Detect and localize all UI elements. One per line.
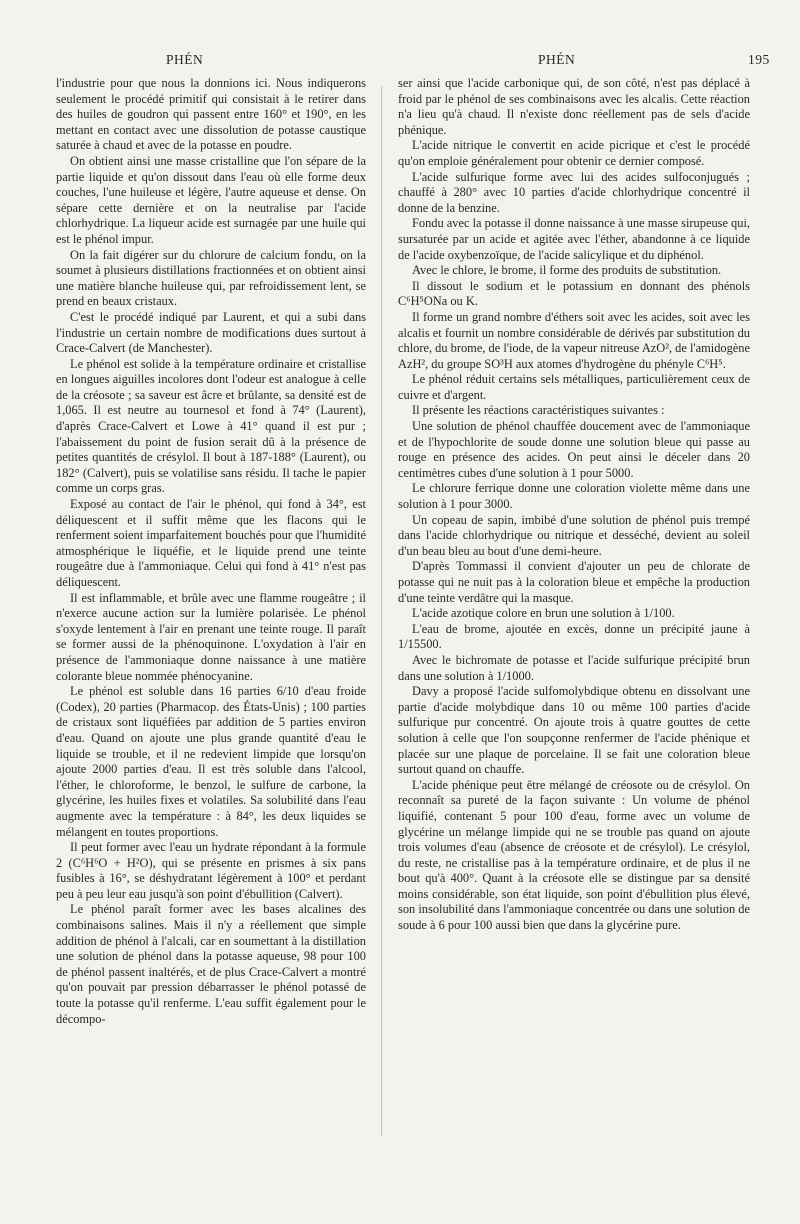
paragraph: L'acide phénique peut être mélangé de créosote ou de crésylol. On reconnaît sa pureté de la façon suivante : Un volume de phénol liquifié, contenant 5 pour 100 d'eau, forme avec un volume de glycérine un mélange limpide qui ne se trouble pas quand on ajoute trois volumes d'eau (absence de créosote et de crésylol). Le crésylol, du reste, ne cristallise pas à la température ordinaire, et de plus il ne bout qu'à 400°. Quant à la créosote elle se distingue par sa densité moins considérable, son état liquide, son point d'ébullition plus élevé, son insolubilité dans l'ammoniaque concentrée ou dans une solution de soude à 6 pour 100 aussi bien que dans la glycérine pure. [398,777,750,933]
paragraph: On la fait digérer sur du chlorure de calcium fondu, on la soumet à plusieurs distillations fractionnées et on obtient ainsi une matière blanche huileuse qui, par refroidissement lent, se prend en beaux cristaux. [56,247,366,309]
paragraph: Le phénol est solide à la température ordinaire et cristallise en longues aiguilles incolores dont l'odeur est analogue à celle de la créosote ; sa saveur est âcre et brûlante, sa densité est de 1,065. Il est neutre au tournesol et fond à 74° (Laurent), d'après Crace-Calvert et Lowe à 41° quand il est pur ; l'abaissement du point de fusion serait dû à la présence de petites quantités de crésylol. Il bout à 187-188° (Laurent), ou 182° (Calvert), puis se volatilise sans résidu. Il tache le papier comme un corps gras. [56,356,366,496]
paragraph: Fondu avec la potasse il donne naissance à une masse sirupeuse qui, sursaturée par un acide et agitée avec l'éther, abandonne à ce liquide de l'acide oxybenzoïque, de l'acide salicylique et du diphénol. [398,216,750,262]
paragraph: Il forme un grand nombre d'éthers soit avec les acides, soit avec les alcalis et fournit un nombre considérable de dérivés par substitution du chlore, du brome, de l'iode, de la vapeur nitreuse AzO², de l'amidogène AzH², du groupe SO³H aux atomes d'hydrogène du phényle C⁶H⁵. [398,309,750,371]
paragraph: Exposé au contact de l'air le phénol, qui fond à 34°, est déliquescent et il suffit même que les flacons qui le renferment soient imparfaitement bouchés pour que l'humidité atmosphérique le liquéfie, et le liquide prend une teinte rougeâtre due à l'ammoniaque. Celui qui fond à 41° n'est pas déliquescent. [56,497,366,589]
right-column [398,76,750,934]
paragraph: Une solution de phénol chauffée doucement avec de l'ammoniaque et de l'hypochlorite de soude donne une solution bleue qui passe au rouge en présence des acides. On peut ainsi le déceler dans 20 centimètres cubes d'une solution à 1 pour 5000. [398,419,750,480]
paragraph: l'industrie pour que nous la donnions ici. Nous indiquerons seulement le procédé primitif qui consistait à le retirer dans des huiles de goudron qui passent entre 160° et 190°, en les mettant en contact avec une dissolution de potasse caustique saturée à chaud et avec de la potasse en poudre. [56,76,366,153]
paragraph: L'eau de brome, ajoutée en excès, donne un précipité jaune à 1/15500. [398,621,750,652]
paragraph: Il peut former avec l'eau un hydrate répondant à la formule 2 (C⁶H⁶O + H²O), qui se présente en prismes à six pans fusibles à 16°, se déshydratant légèrement à 100° et perdant peu à peu leur eau jusqu'à son point d'ébullition (Calvert). [56,840,366,901]
paragraph: Le phénol paraît former avec les bases alcalines des combinaisons salines. Mais il n'y a réellement que simple addition de phénol à l'alcali, car en soumettant à la distillation une solution de phénol dans la potasse aqueuse, 98 pour 100 de phénol passent inaltérés, et de plus Crace-Calvert a montré qu'on pouvait par pression débarrasser le phénol potassé de toute la potasse qu'il renferme. L'eau suffit également pour le décompo- [56,902,366,1026]
paragraph: Il est inflammable, et brûle avec une flamme rougeâtre ; il n'exerce aucune action sur la lumière polarisée. Le phénol s'oxyde lentement à l'air en prenant une teinte rouge. Il paraît se former aussi de la phénoquinone. L'oxydation à l'air en présence de l'ammoniaque donne naissance à une matière colorante bleue nommée phénocyanine. [56,590,366,683]
paragraph: L'acide nitrique le convertit en acide picrique et c'est le procédé qu'on emploie généralement pour obtenir ce dernier composé. [398,138,750,168]
paragraph: D'après Tommassi il convient d'ajouter un peu de chlorate de potasse qui ne nuit pas à la coloration bleue et empêche la production d'une teinte verdâtre qui la masque. [398,559,750,605]
paragraph: Le phénol réduit certains sels métalliques, particulièrement ceux de cuivre et d'argent. [398,372,750,402]
page-number: 195 [748,52,770,67]
paragraph: Avec le chlore, le brome, il forme des produits de substitution. [412,263,722,278]
paragraph: Le chlorure ferrique donne une coloration violette même dans une solution à 1 pour 3000. [398,481,750,512]
paragraph: ser ainsi que l'acide carbonique qui, de son côté, n'est pas déplacé à froid par le phénol de ses combinaisons avec les alcalis. Cette réaction n'a lieu qu'à chaud. Il n'existe donc réellement pas de sels d'acide phénique. [398,76,750,137]
paragraph: C'est le procédé indiqué par Laurent, et qui a subi dans l'industrie un certain nombre de modifications dues surtout à Crace-Calvert (de Manchester). [56,309,366,356]
paragraph: L'acide azotique colore en brun une solution à 1/100. [412,606,675,621]
running-head-right: PHÉN [538,52,576,67]
running-head-left: PHÉN [166,52,204,67]
paragraph: On obtient ainsi une masse cristalline que l'on sépare de la partie liquide et qu'on dissout dans l'eau où elle forme deux couches, l'une huileuse et légère, l'autre aqueuse et dense. On sépare cette dernière et on la neutralise par l'acide chlorhydrique. La liqueur acide est surnagée par une huile qui est le phénol impur. [56,153,366,246]
paragraph: Un copeau de sapin, imbibé d'une solution de phénol puis trempé dans l'acide chlorhydrique ou nitrique et desséché, devient au soleil d'un beau bleu au bout d'une demi-heure. [398,512,750,558]
paragraph: L'acide sulfurique forme avec lui des acides sulfoconjugués ; chauffé à 280° avec 10 parties d'acide chlorhydrique concentré il donne de la benzine. [398,169,750,215]
left-column [56,76,366,1027]
paragraph: Le phénol est soluble dans 16 parties 6/10 d'eau froide (Codex), 20 parties (Pharmacop. des États-Unis) ; 100 parties de cristaux sont liquéfiées par addition de 5 parties environ d'eau. Quand on ajoute une plus grande quantité d'eau le liquide se trouble, et il ne redevient limpide que lorsqu'on ajoute 2000 parties d'eau. Il est très soluble dans l'alcool, l'éther, le chloroforme, le benzol, le sulfure de carbone, la glycérine, les huiles fixes et volatiles. Sa solubilité dans l'eau augmente avec la température : à 84°, les deux liquides se mélangent en toutes proportions. [56,684,366,839]
column-divider [381,86,382,1136]
paragraph: Avec le bichromate de potasse et l'acide sulfurique précipité brun dans une solution à 1/1000. [398,652,750,683]
paragraph: Il présente les réactions caractéristiques suivantes : [412,403,665,418]
paragraph: Davy a proposé l'acide sulfomolybdique obtenu en dissolvant une partie d'acide molybdique dans 10 ou même 100 parties d'acide sulfurique pur concentré. On ajoute trois à quatre gouttes de cette solution à celle que l'on soupçonne renfermer de l'acide phénique et placée sur une plaque de porcelaine. Il se fait une coloration bleue surtout quand on chauffe. [398,684,750,777]
paragraph: Il dissout le sodium et le potassium en donnant des phénols C⁶H⁵ONa ou K. [398,278,750,309]
